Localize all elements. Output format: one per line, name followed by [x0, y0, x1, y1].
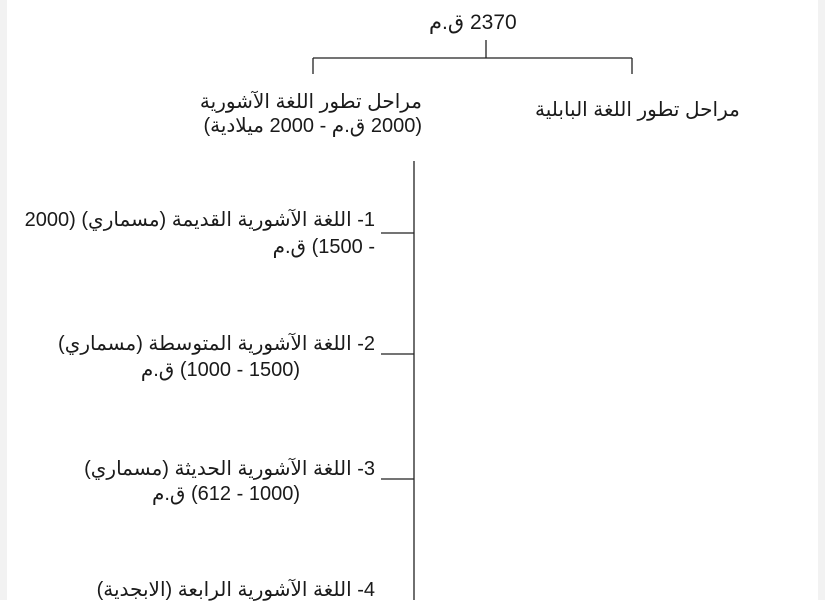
- babylonian-branch-title: مراحل تطور اللغة البابلية: [535, 99, 740, 121]
- stage-1-line-1: 1- اللغة الآشورية القديمة (مسماري) (2000: [24, 209, 375, 231]
- stage-1-line-2: - 1500) ق.م: [272, 236, 375, 258]
- stage-2-line-2: (1500 - 1000) ق.م: [140, 359, 300, 381]
- stage-3-line-1: 3- اللغة الآشورية الحديثة (مسماري): [84, 458, 375, 480]
- assyrian-branch-title: مراحل تطور اللغة الآشورية: [199, 91, 422, 113]
- stage-3-line-2: (1000 - 612) ق.م: [151, 483, 300, 505]
- stage-4-line-1: 4- اللغة الآشورية الرابعة (الابجدية): [96, 579, 375, 601]
- top-node-date: 2370 ق.م: [429, 11, 517, 34]
- stage-2-line-1: 2- اللغة الآشورية المتوسطة (مسماري): [58, 333, 375, 355]
- assyrian-branch-range: (2000 ق.م - 2000 ميلادية): [203, 115, 422, 137]
